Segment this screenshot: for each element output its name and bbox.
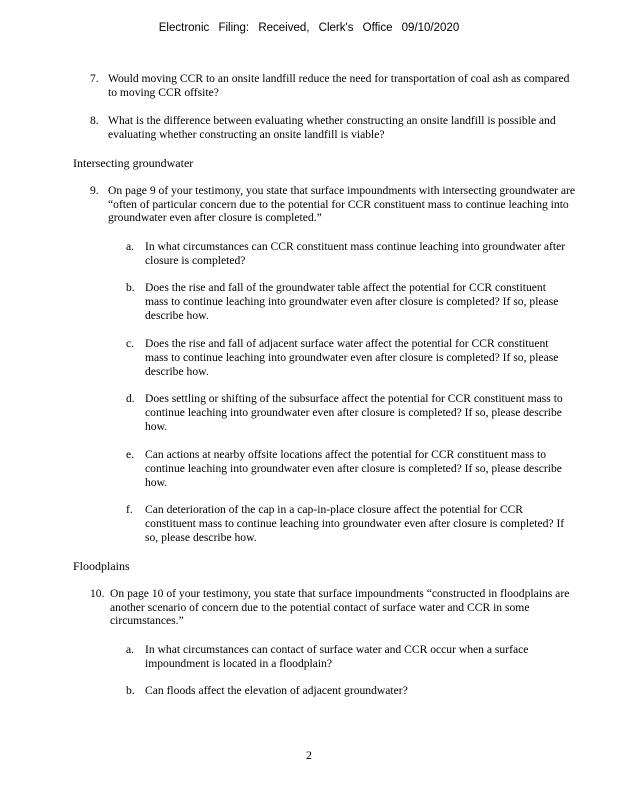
section-heading-groundwater: Intersecting groundwater xyxy=(73,156,194,170)
question-7 xyxy=(90,72,580,99)
question-9b xyxy=(126,281,566,323)
subquestion-text: In what circumstances can CCR constituent mass continue leaching into groundwater after closure is completed? xyxy=(145,240,566,267)
question-number: 7. xyxy=(90,72,99,85)
subquestion-label: b. xyxy=(126,684,135,697)
question-number: 10. xyxy=(90,587,105,600)
question-10 xyxy=(90,587,580,628)
subquestion-text: Does the rise and fall of the groundwater table affect the potential for CCR constituent mass to continue leaching into groundwater even after closure is completed? If so, please describe how. xyxy=(145,281,559,322)
question-9a xyxy=(126,240,566,268)
question-number: 8. xyxy=(90,114,99,127)
question-9e xyxy=(126,448,566,490)
question-9 xyxy=(90,184,580,225)
question-8 xyxy=(90,114,580,141)
question-number: 9. xyxy=(90,184,99,197)
question-9f xyxy=(126,503,566,545)
subquestion-text: Can floods affect the elevation of adjacent groundwater? xyxy=(145,684,408,697)
section-heading-floodplains: Floodplains xyxy=(73,559,130,573)
question-text: What is the difference between evaluating whether constructing an onsite landfill is possible and evaluating whether constructing an onsite landfill is viable? xyxy=(108,114,556,141)
subquestion-label: f. xyxy=(126,503,133,516)
subquestion-text: Can deterioration of the cap in a cap-in-place closure affect the potential for CCR constituent mass to continue leaching into groundwater even after closure is completed? If so, please describe how. xyxy=(145,503,565,544)
subquestion-label: a. xyxy=(126,240,135,253)
question-text: On page 9 of your testimony, you state that surface impoundments with intersecting groundwater are “often of particular concern due to the potential for CCR constituent mass to continue leaching into groundwater even after closure is completed.” xyxy=(108,184,576,225)
subquestion-text: In what circumstances can contact of surface water and CCR occur when a surface impoundment is located in a floodplain? xyxy=(145,643,529,670)
question-9c xyxy=(126,337,566,379)
subquestion-label: d. xyxy=(126,392,135,405)
subquestion-label: e. xyxy=(126,448,135,461)
subquestion-text: Can actions at nearby offsite locations affect the potential for CCR constituent mass to continue leaching into groundwater even after closure is completed? If so, please describe how. xyxy=(145,448,562,489)
question-10a xyxy=(126,643,566,671)
question-10b xyxy=(126,684,566,698)
subquestion-text: Does the rise and fall of adjacent surface water affect the potential for CCR constituent mass to continue leaching into groundwater even after closure is completed? If so, please describe how. xyxy=(145,337,559,378)
subquestion-label: c. xyxy=(126,337,135,350)
question-text: Would moving CCR to an onsite landfill reduce the need for transportation of coal ash as compared to moving CCR offsite? xyxy=(108,72,570,99)
subquestion-label: a. xyxy=(126,643,135,656)
subquestion-text: Does settling or shifting of the subsurface affect the potential for CCR constituent mass to continue leaching into groundwater even after closure is completed? If so, please describe how. xyxy=(145,392,563,433)
question-9d xyxy=(126,392,566,434)
question-text: On page 10 of your testimony, you state that surface impoundments “constructed in floodplains are another scenario of concern due to the potential contact of surface water and CCR in some circumstances.” xyxy=(110,587,570,628)
subquestion-label: b. xyxy=(126,281,135,294)
filing-header: Electronic Filing: Received, Clerk's Office 09/10/2020 xyxy=(158,22,460,34)
page-number: 2 xyxy=(306,748,312,762)
